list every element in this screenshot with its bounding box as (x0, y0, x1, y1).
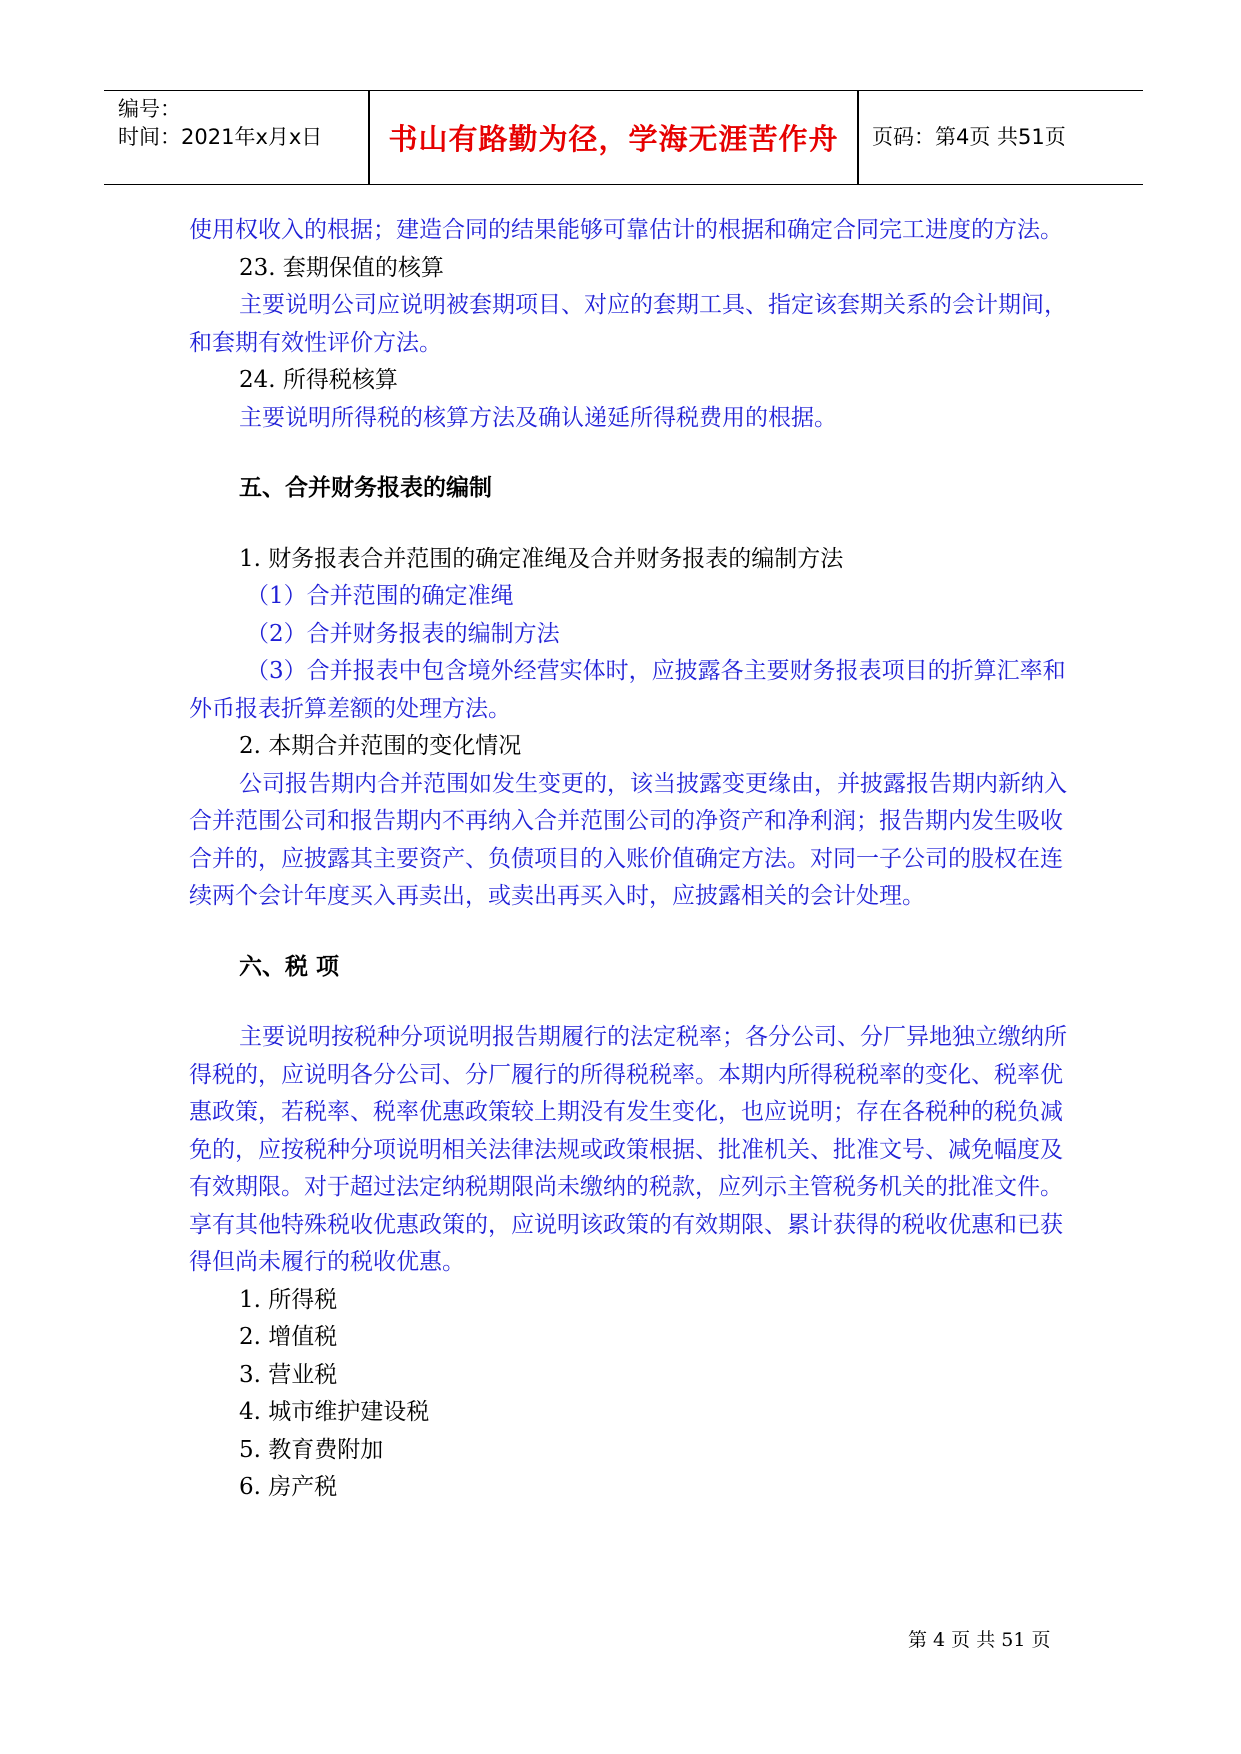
list-item: 6. 房产税 (239, 1474, 338, 1500)
paragraph: 主要说明公司应说明被套期项目、对应的套期工具、指定该套期关系的会计期间，和套期有效性评价方法。 (189, 292, 1067, 356)
section-heading: 五、合并财务报表的编制 (239, 475, 492, 501)
document-time: 时间：2021年x月x日 (118, 125, 323, 149)
list-item: 4. 城市维护建设税 (239, 1399, 430, 1425)
document-number-label: 编号： (118, 97, 181, 121)
header-motto: 书山有路勤为径，学海无涯苦作舟 (388, 122, 839, 156)
page-header (104, 90, 1143, 185)
paragraph: 使用权收入的根据；建造合同的结果能够可靠估计的根据和确定合同完工进度的方法。 (189, 217, 1063, 243)
item-heading: 23. 套期保值的核算 (239, 254, 444, 281)
header-divider (857, 91, 859, 184)
item-heading: 2. 本期合并范围的变化情况 (239, 733, 522, 759)
paragraph: 主要说明按税种分项说明报告期履行的法定税率；各分公司、分厂异地独立缴纳所得税的，应说明各分公司、分厂履行的所得税税率。本期内所得税税率的变化、税率优惠政策，若税率、税率优惠政策较上期没有发生变化，也应说明；存在各税种的税负减免的，应按税种分项说明相关法律法规或政策根据、批准机关、批准文号、减免幅度及有效期限。对于超过法定纳税期限尚未缴纳的税款，应列示主管税务机关的批准文件。享有其他特殊税收优惠政策的，应说明该政策的有效期限、累计获得的税收优惠和已获得但尚未履行的税收优惠。 (189, 1024, 1067, 1275)
item-heading: 24. 所得税核算 (239, 367, 398, 393)
item-heading: 1. 财务报表合并范围的确定准绳及合并财务报表的编制方法 (239, 545, 844, 572)
paragraph: 公司报告期内合并范围如发生变更的，该当披露变更缘由，并披露报告期内新纳入合并范围公司和报告期内不再纳入合并范围公司的净资产和净利润；报告期内发生吸收合并的，应披露其主要资产、负债项目的入账价值确定方法。对同一子公司的股权在连续两个会计年度买入再卖出，或卖出再买入时，应披露相关的会计处理。 (189, 770, 1067, 909)
page-footer: 第 4 页 共 51 页 (908, 1629, 1051, 1651)
sub-item: （2）合并财务报表的编制方法 (246, 620, 560, 647)
header-page-info: 页码：第4页 共51页 (872, 125, 1066, 149)
sub-item: （3）合并报表中包含境外经营实体时，应披露各主要财务报表项目的折算汇率和外币报表折算差额的处理方法。 (189, 658, 1066, 722)
sub-item: （1）合并范围的确定准绳 (246, 583, 514, 609)
list-item: 5. 教育费附加 (239, 1436, 384, 1463)
header-meta (118, 95, 368, 151)
list-item: 3. 营业税 (239, 1361, 338, 1388)
list-item: 2. 增值税 (239, 1324, 338, 1350)
list-item: 1. 所得税 (239, 1286, 338, 1313)
document-body (189, 212, 1069, 1507)
paragraph: 主要说明所得税的核算方法及确认递延所得税费用的根据。 (239, 404, 837, 431)
section-heading: 六、税 项 (239, 953, 340, 980)
